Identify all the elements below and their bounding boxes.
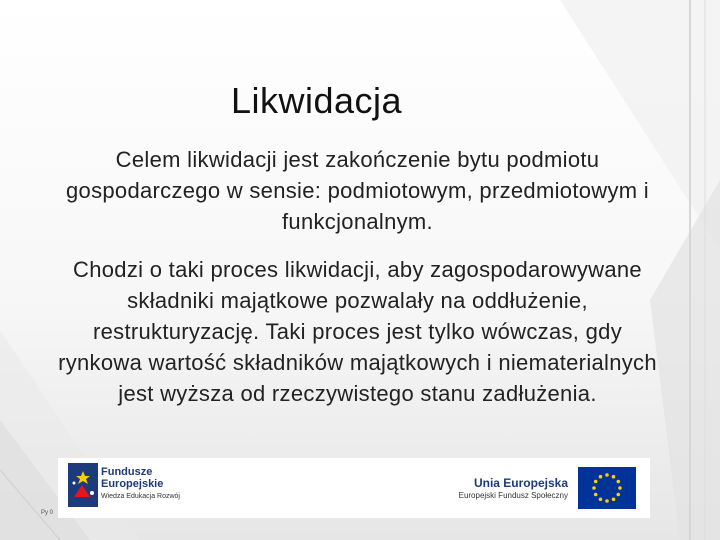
eu-logo-text (440, 476, 568, 502)
eu-flag-icon (578, 467, 636, 509)
eu-logo-line1: Unia Europejska (473, 476, 568, 490)
fe-logo-line2: Europejskie (101, 478, 164, 490)
page-number: Рy 0 (41, 510, 54, 516)
eu-logo-line2: Europejski Fundusz Społeczny (458, 491, 568, 500)
paragraph-process: Chodzi o taki proces likwidacji, aby zagospodarowywane składniki majątkowe pozwalały na oddłużenie, restrukturyzację. Taki proces jest tylko wówczas, gdy rynkowa wartość składników majątkowych i niematerialnych jest wyższa od rzeczywistego stanu zadłużenia. (58, 257, 657, 406)
slide-title: Likwidacja (231, 80, 403, 121)
fundusze-europejskie-logo (101, 466, 180, 504)
paragraph-goal: Celem likwidacji jest zakończenie bytu podmiotu gospodarczego w sensie: podmiotowym, przedmiotowym i funkcjonalnym. (66, 147, 649, 234)
fundusze-europejskie-icon (68, 463, 98, 507)
fe-logo-line3: Wiedza Edukacja Rozwój (101, 493, 180, 500)
fe-logo-line1: Fundusze (101, 466, 153, 478)
